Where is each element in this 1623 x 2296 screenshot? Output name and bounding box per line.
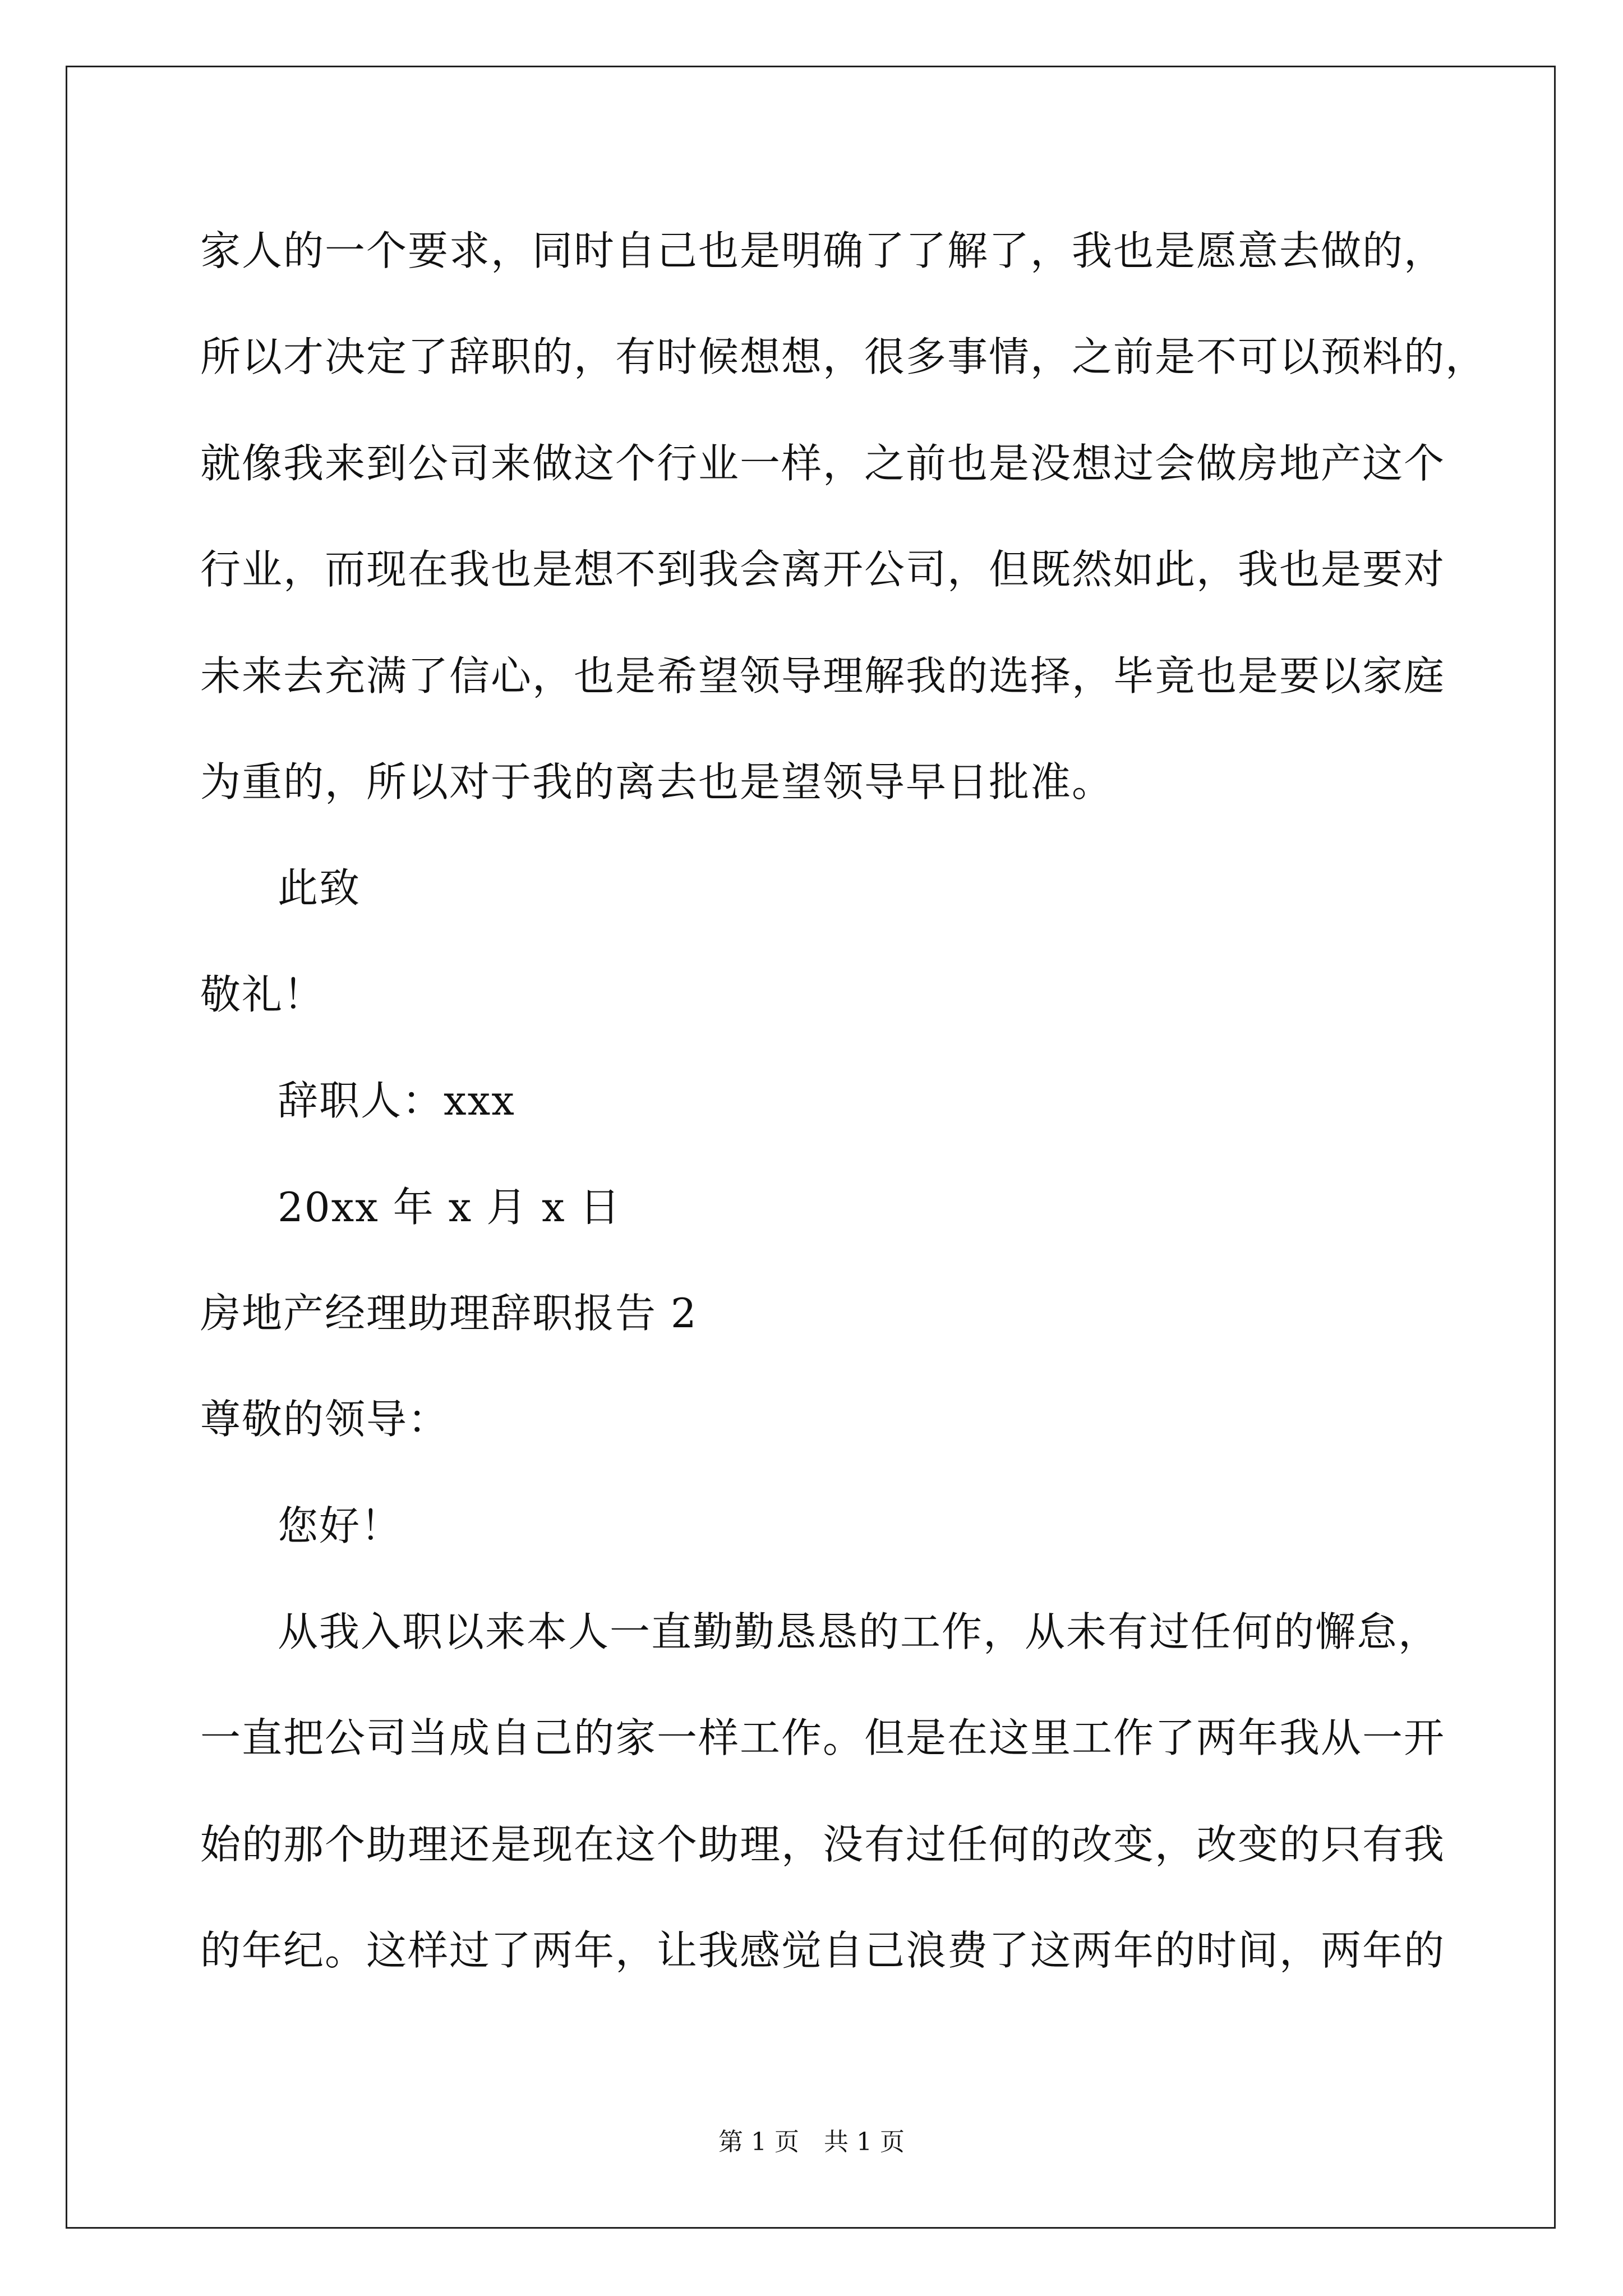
paragraph-line: 的年纪。这样过了两年，让我感觉自己浪费了这两年的时间，两年的 bbox=[200, 1927, 1446, 1975]
salutation: 尊敬的领导： bbox=[200, 1396, 450, 1443]
paragraph-line: 未来去充满了信心，也是希望领导理解我的选择，毕竟也是要以家庭 bbox=[200, 652, 1446, 700]
signature-line: 辞职人：xxx bbox=[278, 1077, 515, 1125]
paragraph-line: 从我入职以来本人一直勤勤恳恳的工作，从未有过任何的懈怠， bbox=[278, 1608, 1440, 1656]
paragraph-line: 家人的一个要求，同时自己也是明确了了解了，我也是愿意去做的， bbox=[200, 227, 1446, 274]
paragraph-line: 就像我来到公司来做这个行业一样，之前也是没想过会做房地产这个 bbox=[200, 439, 1446, 487]
report-title: 房地产经理助理辞职报告 2 bbox=[200, 1289, 698, 1337]
page-footer: 第 1 页 共 1 页 bbox=[718, 2128, 905, 2156]
paragraph-line: 始的那个助理还是现在这个助理，没有过任何的改变，改变的只有我 bbox=[200, 1820, 1446, 1868]
greeting: 您好！ bbox=[278, 1502, 403, 1549]
closing-phrase: 此致 bbox=[278, 864, 361, 912]
paragraph-line: 为重的，所以对于我的离去也是望领导早日批准。 bbox=[200, 758, 1114, 806]
paragraph-line: 一直把公司当成自己的家一样工作。但是在这里工作了两年我从一开 bbox=[200, 1714, 1446, 1762]
closing-salute: 敬礼！ bbox=[200, 970, 325, 1018]
paragraph-line: 所以才决定了辞职的，有时候想想，很多事情，之前是不可以预料的， bbox=[200, 333, 1487, 381]
document-body bbox=[200, 198, 1535, 2004]
paragraph-line: 行业，而现在我也是想不到我会离开公司，但既然如此，我也是要对 bbox=[200, 546, 1446, 593]
date-line: 20xx 年 x 月 x 日 bbox=[278, 1183, 621, 1231]
